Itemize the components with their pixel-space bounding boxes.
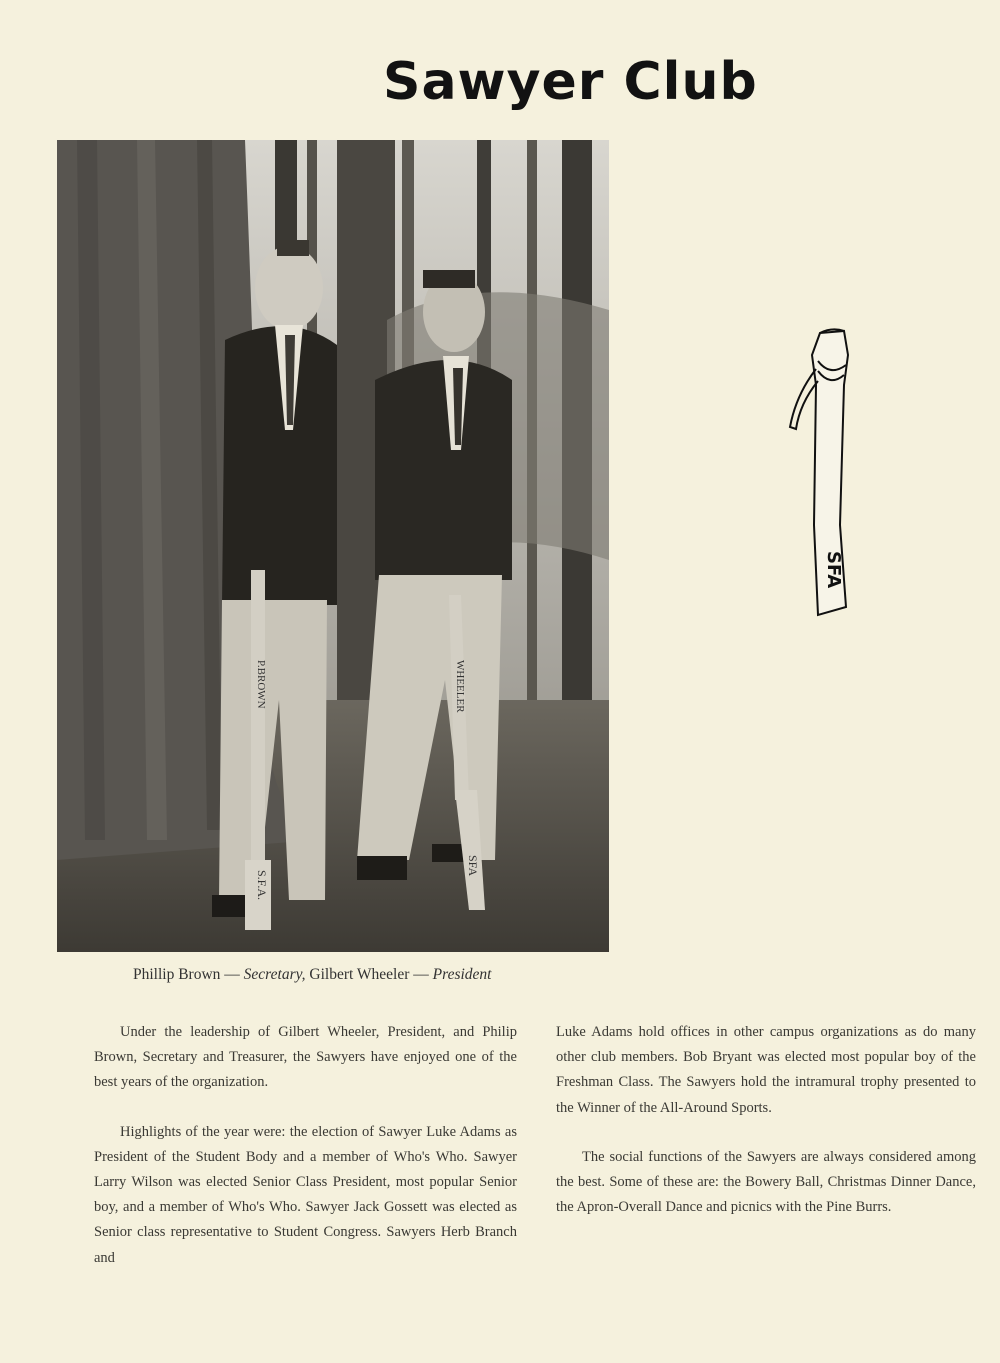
paddle-left-name: P.BROWN bbox=[255, 660, 267, 709]
photo-scene bbox=[57, 140, 609, 952]
caption-role-2: President bbox=[432, 966, 492, 983]
paddle-right-name: WHEELER bbox=[454, 660, 466, 713]
body-paragraph-2-continued: Luke Adams hold offices in other campus organizations as do many other club members. Bob Bryant was elected most popular boy of the Freshman Class. The Sawyers hold the intramural trophy presented to the Winner of the All-Around Sports. bbox=[556, 1024, 976, 1116]
caption-sep-1: — bbox=[224, 966, 240, 983]
paddle-left-brand: S.F.A. bbox=[255, 870, 269, 901]
caption-name-1: Phillip Brown bbox=[133, 966, 221, 983]
page-title: Sawyer Club bbox=[383, 52, 758, 112]
caption-sep-2: — bbox=[413, 966, 429, 983]
paddle-right-brand: SFA bbox=[466, 855, 480, 877]
paddle-icon bbox=[782, 325, 862, 620]
body-column-left bbox=[94, 1020, 517, 1295]
caption-name-2: Gilbert Wheeler bbox=[309, 966, 410, 983]
photo-caption bbox=[133, 966, 491, 984]
caption-role-1: Secretary, bbox=[243, 966, 306, 983]
body-column-right bbox=[556, 1020, 976, 1244]
paddle-brand-label: SFA bbox=[823, 551, 844, 589]
body-paragraph-1: Under the leadership of Gilbert Wheeler, President, and Philip Brown, Secretary and Treasurer, the Sawyers have enjoyed one of the best years of the organization. bbox=[94, 1024, 517, 1091]
body-paragraph-3: The social functions of the Sawyers are always considered among the best. Some of these are: the Bowery Ball, Christmas Dinner Dance, the Apron-Overall Dance and picnics with the Pine Burrs. bbox=[556, 1148, 976, 1216]
club-officers-photo bbox=[57, 140, 609, 952]
body-paragraph-2: Highlights of the year were: the election of Sawyer Luke Adams as President of the Student Body and a member of Who's Who. Sawyer Larry Wilson was elected Senior Class President, most popular Senior boy, and a member of Who's Who. Sawyer Jack Gossett was elected as Senior class representative to Student Congress. Sawyers Herb Branch and bbox=[94, 1123, 517, 1266]
